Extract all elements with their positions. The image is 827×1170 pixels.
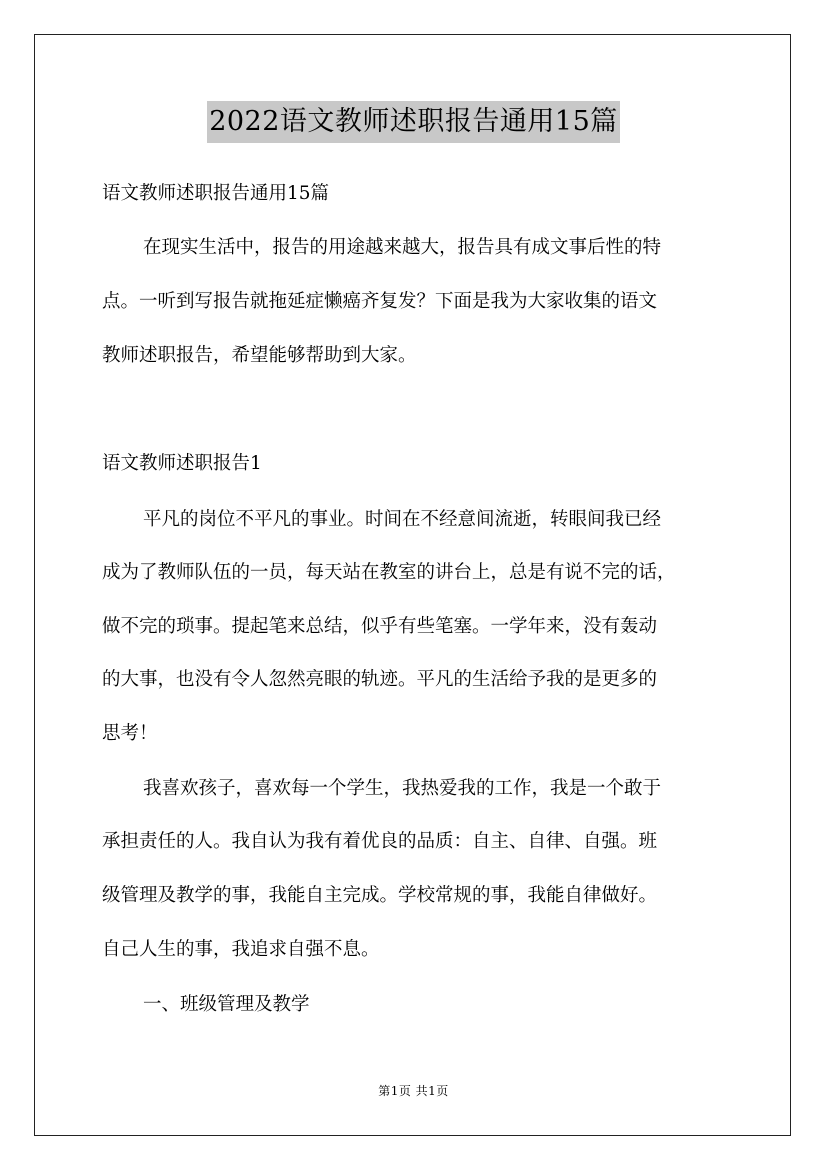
paragraph-line: 点。一听到写报告就拖延症懒癌齐复发？下面是我为大家收集的语文 [102, 291, 658, 312]
paragraph-line: 在现实生活中，报告的用途越来越大，报告具有成文事后性的特 [143, 237, 662, 258]
document-title: 2022语文教师述职报告通用15篇 [207, 101, 620, 143]
subsection-heading: 一、班级管理及教学 [143, 994, 310, 1015]
title-container [0, 101, 827, 143]
paragraph-line: 思考！ [102, 723, 158, 744]
paragraph-line: 成为了教师队伍的一员，每天站在教室的讲台上，总是有说不完的话， [102, 562, 676, 583]
paragraph-line: 做不完的琐事。提起笔来总结，似乎有些笔塞。一学年来，没有轰动 [102, 616, 658, 637]
section-heading: 语文教师述职报告1 [102, 453, 262, 474]
paragraph-line: 我喜欢孩子，喜欢每一个学生，我热爱我的工作，我是一个敢于 [143, 778, 662, 799]
paragraph-line: 教师述职报告，希望能够帮助到大家。 [102, 345, 417, 366]
subtitle-line: 语文教师述职报告通用15篇 [102, 183, 330, 204]
paragraph-line: 级管理及教学的事，我能自主完成。学校常规的事，我能自律做好。 [102, 885, 658, 906]
page-number-footer: 第1页 共1页 [378, 1084, 449, 1098]
paragraph-line: 的大事，也没有令人忽然亮眼的轨迹。平凡的生活给予我的是更多的 [102, 669, 658, 690]
paragraph-line: 平凡的岗位不平凡的事业。时间在不经意间流逝，转眼间我已经 [143, 509, 662, 530]
paragraph-line: 自己人生的事，我追求自强不息。 [102, 939, 380, 960]
paragraph-line: 承担责任的人。我自认为我有着优良的品质：自主、自律、自强。班 [102, 831, 658, 852]
